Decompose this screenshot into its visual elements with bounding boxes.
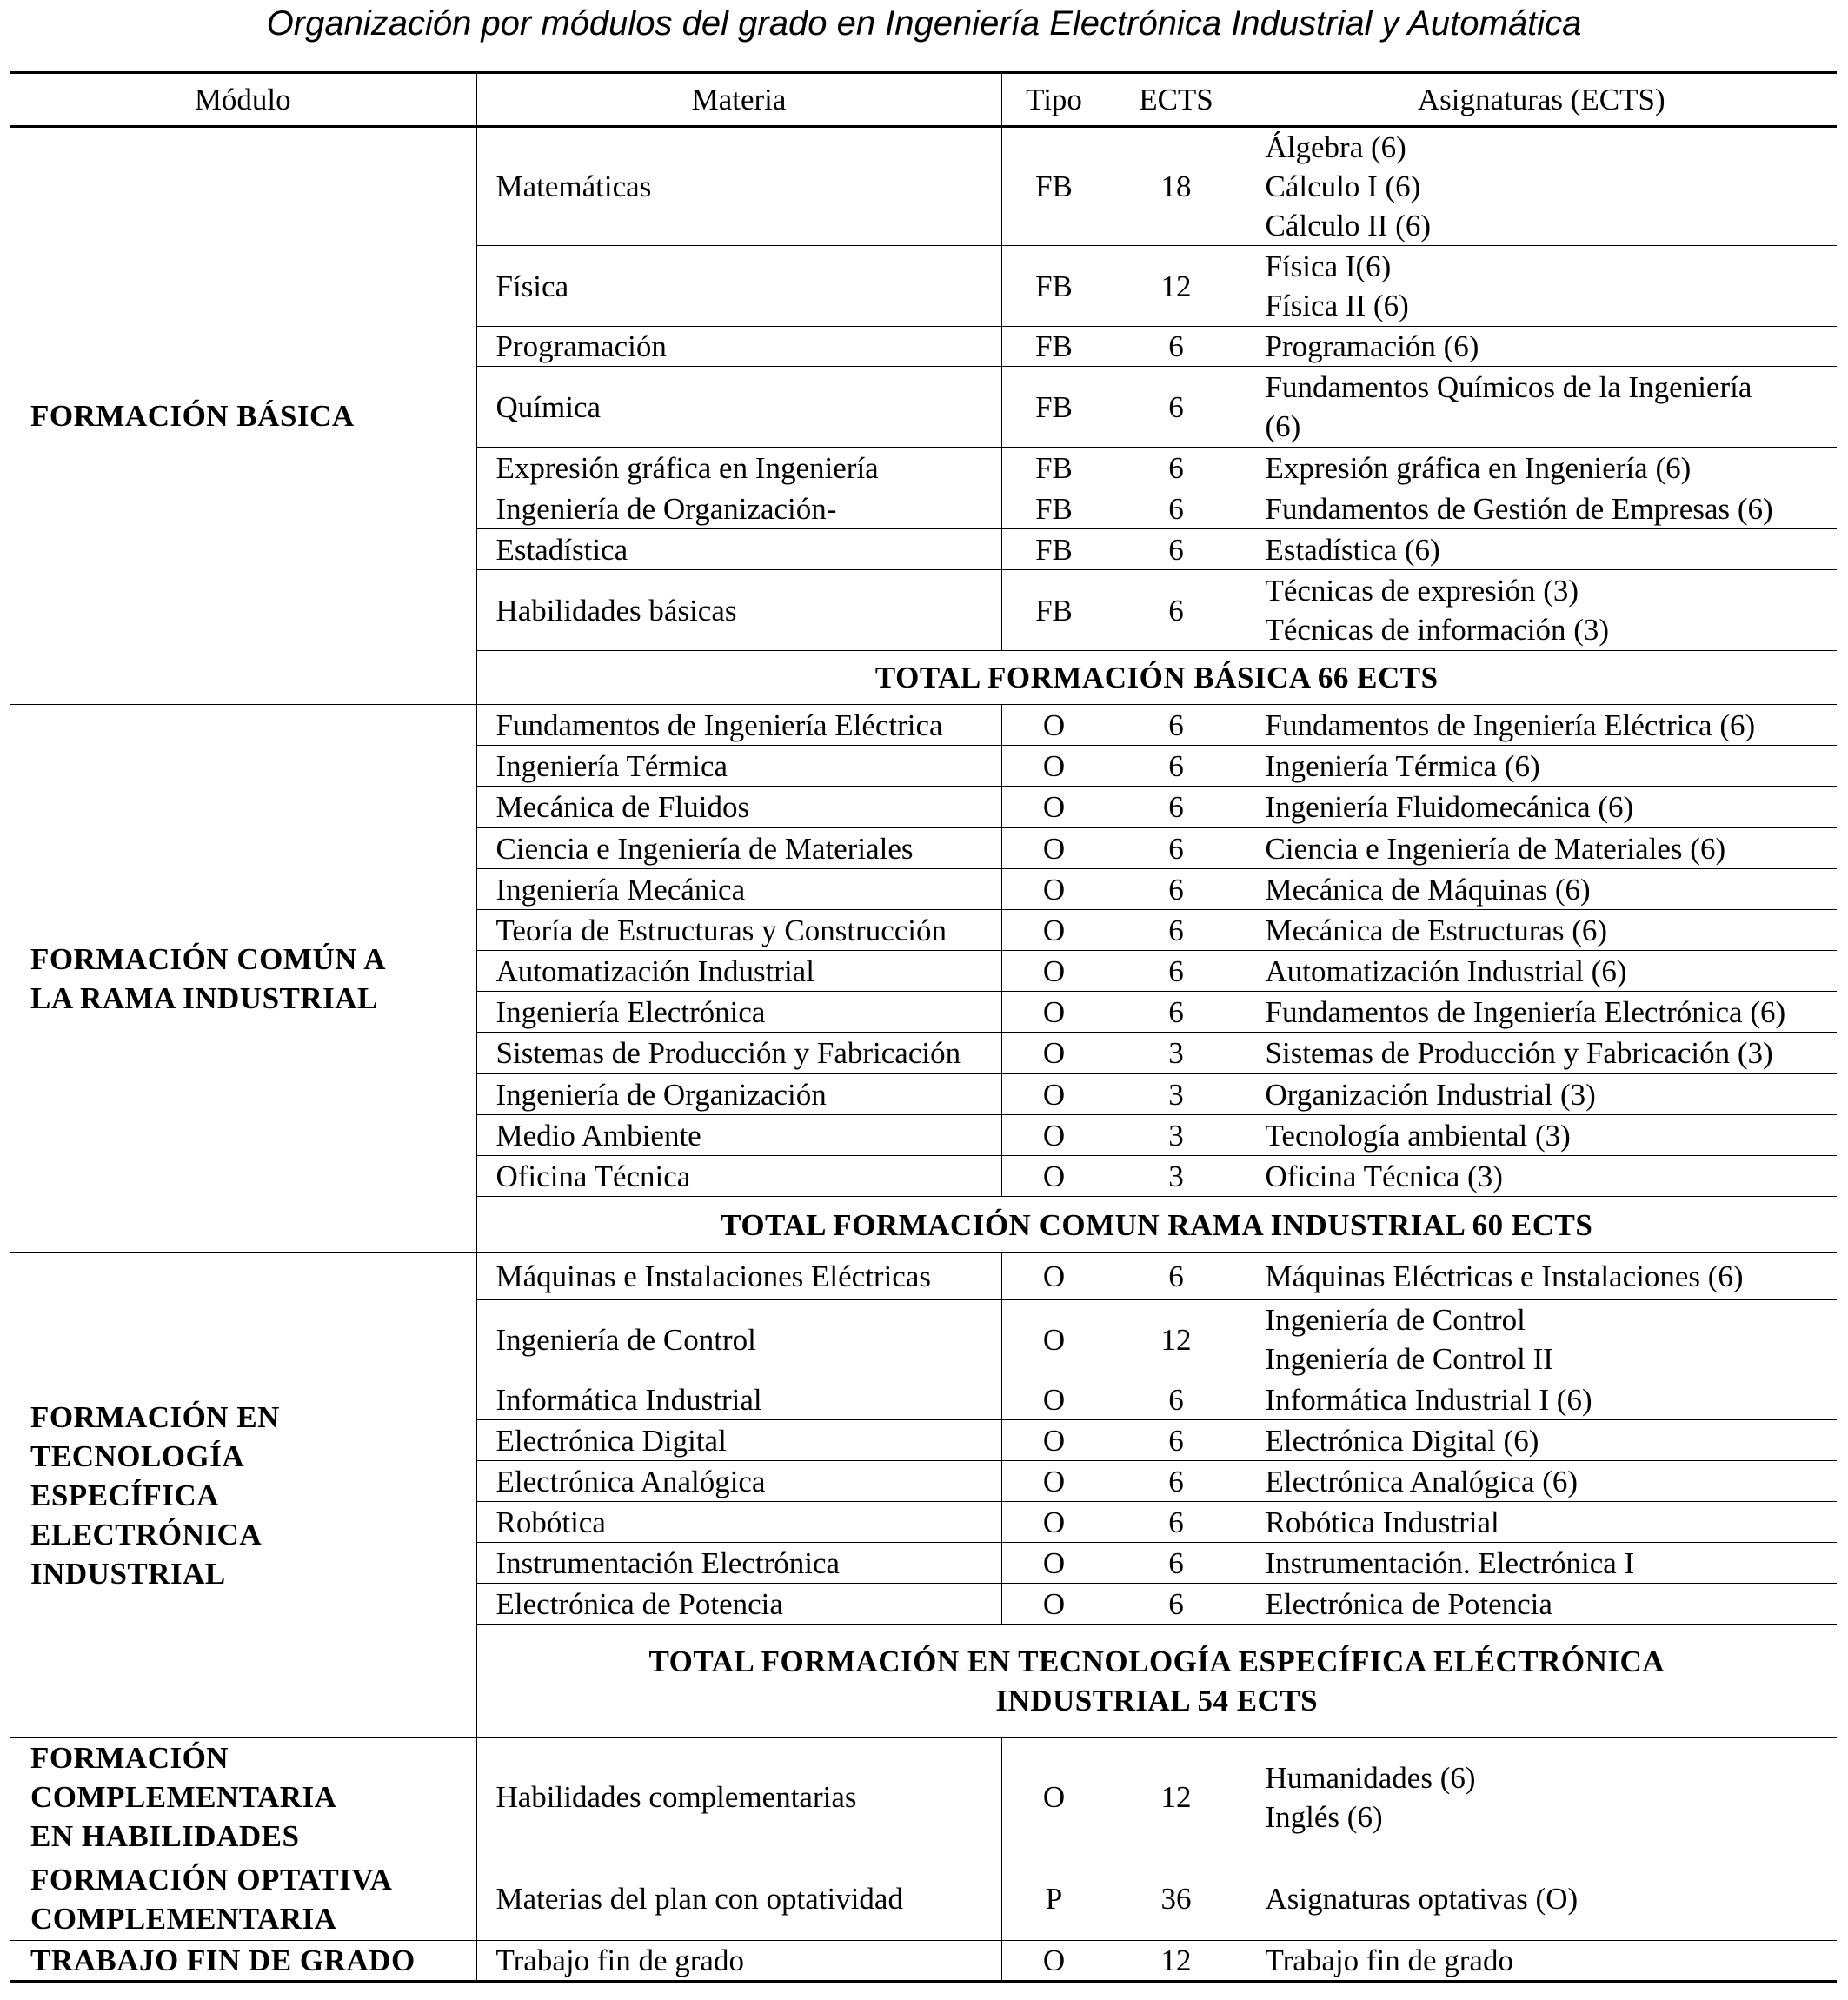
materia-cell: Habilidades complementarias	[476, 1738, 1001, 1857]
asignaturas-cell	[1246, 1074, 1837, 1115]
materia-cell: Electrónica de Potencia	[476, 1584, 1001, 1625]
tipo-cell: O	[1001, 787, 1107, 828]
asignatura-line: Estadística (6)	[1265, 532, 1440, 567]
ects-cell: 6	[1107, 1543, 1246, 1584]
modules-table	[10, 71, 1837, 1983]
materia-cell: Mecánica de Fluidos	[476, 787, 1001, 828]
asignaturas-cell	[1246, 1379, 1837, 1420]
asignatura-line: Informática Industrial I (6)	[1265, 1382, 1592, 1417]
asignaturas-cell	[1246, 570, 1837, 651]
asignaturas-cell	[1246, 1738, 1837, 1857]
tipo-cell: O	[1001, 951, 1107, 992]
header-ects: ECTS	[1107, 73, 1246, 127]
asignatura-line: Tecnología ambiental (3)	[1265, 1118, 1571, 1153]
asignatura-line: Ingeniería de Control	[1265, 1303, 1526, 1337]
ects-cell: 6	[1107, 1420, 1246, 1461]
materia-cell: Ingeniería Mecánica	[476, 869, 1001, 910]
tipo-cell: O	[1001, 869, 1107, 910]
materia-cell: Ingeniería de Control	[476, 1300, 1001, 1379]
ects-cell: 3	[1107, 1074, 1246, 1115]
module-name-line: FORMACIÓN COMÚN A	[30, 942, 387, 976]
module-total	[476, 1197, 1837, 1253]
asignatura-line: Automatización Industrial (6)	[1265, 953, 1627, 988]
ects-cell: 3	[1107, 1033, 1246, 1074]
tipo-cell: FB	[1001, 367, 1107, 448]
document-title: Organización por módulos del grado en Ingeniería Electrónica Industrial y Automática	[266, 4, 1582, 43]
asignatura-line: Cálculo II (6)	[1265, 209, 1431, 243]
table-row	[10, 1738, 1837, 1857]
asignatura-line: Fundamentos de Ingeniería Eléctrica (6)	[1265, 708, 1756, 742]
asignaturas-cell	[1246, 992, 1837, 1033]
module-name-line: ESPECÍFICA	[30, 1478, 219, 1512]
asignaturas-cell	[1246, 869, 1837, 910]
table-row	[10, 705, 1837, 746]
asignatura-line: Fundamentos Químicos de la Ingeniería	[1265, 370, 1752, 404]
tipo-cell: O	[1001, 1420, 1107, 1461]
asignaturas-cell	[1246, 1461, 1837, 1502]
asignaturas-cell	[1246, 1502, 1837, 1543]
asignaturas-cell	[1246, 1543, 1837, 1584]
ects-cell: 3	[1107, 1115, 1246, 1156]
materia-cell: Estadística	[476, 529, 1001, 570]
asignatura-line: Electrónica Digital (6)	[1265, 1423, 1539, 1458]
tipo-cell: O	[1001, 1941, 1107, 1982]
module-cell	[10, 127, 476, 705]
asignatura-line: Mecánica de Máquinas (6)	[1265, 872, 1591, 907]
module-name-line: COMPLEMENTARIA	[30, 1780, 337, 1814]
materia-cell: Habilidades básicas	[476, 570, 1001, 651]
asignaturas-cell	[1246, 448, 1837, 488]
asignaturas-cell	[1246, 488, 1837, 529]
ects-cell: 6	[1107, 367, 1246, 448]
ects-cell: 6	[1107, 1253, 1246, 1300]
asignatura-line: Programación (6)	[1265, 329, 1479, 363]
tipo-cell: FB	[1001, 448, 1107, 488]
asignatura-line: Inglés (6)	[1265, 1799, 1383, 1834]
materia-cell: Oficina Técnica	[476, 1156, 1001, 1197]
ects-cell: 6	[1107, 705, 1246, 746]
ects-cell: 6	[1107, 951, 1246, 992]
module-name-line: INDUSTRIAL	[30, 1556, 226, 1591]
tipo-cell: O	[1001, 1156, 1107, 1197]
table-row	[10, 1857, 1837, 1941]
materia-cell: Ingeniería de Organización	[476, 1074, 1001, 1115]
asignaturas-cell	[1246, 246, 1837, 327]
asignatura-line: Ingeniería Fluidomecánica (6)	[1265, 790, 1634, 824]
tipo-cell: O	[1001, 1253, 1107, 1300]
asignatura-line: Instrumentación. Electrónica I	[1265, 1545, 1635, 1580]
module-cell	[10, 705, 476, 1253]
materia-cell: Sistemas de Producción y Fabricación	[476, 1033, 1001, 1074]
materia-cell: Matemáticas	[476, 127, 1001, 246]
asignatura-line: Organización Industrial (3)	[1265, 1077, 1596, 1112]
materia-cell: Electrónica Digital	[476, 1420, 1001, 1461]
tipo-cell: O	[1001, 1115, 1107, 1156]
module-cell	[10, 1857, 476, 1941]
tipo-cell: O	[1001, 1543, 1107, 1584]
module-total	[476, 651, 1837, 705]
asignaturas-cell	[1246, 1857, 1837, 1941]
module-name-line: ELECTRÓNICA	[30, 1517, 263, 1551]
tipo-cell: FB	[1001, 246, 1107, 327]
asignaturas-cell	[1246, 705, 1837, 746]
ects-cell: 6	[1107, 529, 1246, 570]
asignaturas-cell	[1246, 1300, 1837, 1379]
module-name-line: FORMACIÓN OPTATIVA	[30, 1862, 393, 1897]
materia-cell: Electrónica Analógica	[476, 1461, 1001, 1502]
asignatura-line: Mecánica de Estructuras (6)	[1265, 913, 1608, 947]
module-total	[476, 1625, 1837, 1738]
ects-cell: 6	[1107, 992, 1246, 1033]
ects-cell: 6	[1107, 448, 1246, 488]
tipo-cell: O	[1001, 992, 1107, 1033]
asignaturas-cell	[1246, 1253, 1837, 1300]
ects-cell: 6	[1107, 1502, 1246, 1543]
ects-cell: 6	[1107, 746, 1246, 787]
ects-cell: 12	[1107, 246, 1246, 327]
asignatura-line: Técnicas de información (3)	[1265, 613, 1610, 647]
total-line: TOTAL FORMACIÓN COMUN RAMA INDUSTRIAL 60 ECTS	[721, 1207, 1593, 1242]
asignatura-line: Ciencia e Ingeniería de Materiales (6)	[1265, 831, 1726, 866]
ects-cell: 6	[1107, 488, 1246, 529]
tipo-cell: P	[1001, 1857, 1107, 1941]
asignatura-line: Expresión gráfica en Ingeniería (6)	[1265, 450, 1692, 485]
header-modulo: Módulo	[10, 73, 476, 127]
asignatura-line: Álgebra (6)	[1265, 130, 1406, 164]
asignaturas-cell	[1246, 1941, 1837, 1982]
ects-cell: 12	[1107, 1941, 1246, 1982]
ects-cell: 12	[1107, 1738, 1246, 1857]
asignatura-line: Máquinas Eléctricas e Instalaciones (6)	[1265, 1259, 1744, 1293]
asignatura-line: Sistemas de Producción y Fabricación (3)	[1265, 1036, 1773, 1070]
tipo-cell: FB	[1001, 529, 1107, 570]
materia-cell: Robótica	[476, 1502, 1001, 1543]
total-line: TOTAL FORMACIÓN EN TECNOLOGÍA ESPECÍFICA ELÉCTRÓNICA	[648, 1644, 1665, 1678]
asignatura-line: Ingeniería de Control II	[1265, 1342, 1553, 1376]
asignatura-line: Robótica Industrial	[1265, 1505, 1499, 1539]
materia-cell: Automatización Industrial	[476, 951, 1001, 992]
tipo-cell: FB	[1001, 127, 1107, 246]
table-row	[10, 1253, 1837, 1300]
ects-cell: 6	[1107, 1584, 1246, 1625]
asignaturas-cell	[1246, 1033, 1837, 1074]
asignaturas-cell	[1246, 1420, 1837, 1461]
asignatura-line: Cálculo I (6)	[1265, 169, 1421, 203]
asignatura-line: (6)	[1265, 409, 1301, 443]
tipo-cell: O	[1001, 1033, 1107, 1074]
asignaturas-cell	[1246, 951, 1837, 992]
total-line: INDUSTRIAL 54 ECTS	[995, 1683, 1319, 1718]
ects-cell: 18	[1107, 127, 1246, 246]
materia-cell: Teoría de Estructuras y Construcción	[476, 910, 1001, 951]
materia-cell: Ingeniería Electrónica	[476, 992, 1001, 1033]
table-row	[10, 1941, 1837, 1982]
asignaturas-cell	[1246, 828, 1837, 869]
module-name-line: COMPLEMENTARIA	[30, 1901, 337, 1936]
asignatura-line: Ingeniería Térmica (6)	[1265, 748, 1540, 783]
tipo-cell: FB	[1001, 570, 1107, 651]
module-cell	[10, 1941, 476, 1982]
module-name-line: TECNOLOGÍA	[30, 1439, 245, 1473]
materia-cell: Trabajo fin de grado	[476, 1941, 1001, 1982]
tipo-cell: O	[1001, 1461, 1107, 1502]
materia-cell: Materias del plan con optatividad	[476, 1857, 1001, 1941]
tipo-cell: FB	[1001, 327, 1107, 367]
tipo-cell: O	[1001, 1300, 1107, 1379]
tipo-cell: O	[1001, 705, 1107, 746]
asignaturas-cell	[1246, 327, 1837, 367]
asignaturas-cell	[1246, 746, 1837, 787]
module-name-line: FORMACIÓN BÁSICA	[30, 399, 355, 433]
asignaturas-cell	[1246, 910, 1837, 951]
ects-cell: 6	[1107, 787, 1246, 828]
asignaturas-cell	[1246, 1115, 1837, 1156]
asignaturas-cell	[1246, 787, 1837, 828]
materia-cell: Ciencia e Ingeniería de Materiales	[476, 828, 1001, 869]
header-asignaturas: Asignaturas (ECTS)	[1246, 73, 1837, 127]
asignatura-line: Electrónica de Potencia	[1265, 1586, 1552, 1621]
module-name-line: LA RAMA INDUSTRIAL	[30, 981, 378, 1015]
ects-cell: 6	[1107, 1461, 1246, 1502]
ects-cell: 6	[1107, 570, 1246, 651]
module-name-line: EN HABILIDADES	[30, 1819, 300, 1853]
materia-cell: Expresión gráfica en Ingeniería	[476, 448, 1001, 488]
materia-cell: Fundamentos de Ingeniería Eléctrica	[476, 705, 1001, 746]
ects-cell: 6	[1107, 1379, 1246, 1420]
tipo-cell: O	[1001, 1584, 1107, 1625]
tipo-cell: O	[1001, 1738, 1107, 1857]
asignatura-line: Humanidades (6)	[1265, 1760, 1476, 1795]
module-name-line: TRABAJO FIN DE GRADO	[30, 1944, 415, 1977]
asignaturas-cell	[1246, 529, 1837, 570]
header-row	[10, 73, 1837, 127]
tipo-cell: O	[1001, 828, 1107, 869]
materia-cell: Programación	[476, 327, 1001, 367]
tipo-cell: FB	[1001, 488, 1107, 529]
materia-cell: Ingeniería Térmica	[476, 746, 1001, 787]
asignatura-line: Electrónica Analógica (6)	[1265, 1464, 1579, 1498]
materia-cell: Máquinas e Instalaciones Eléctricas	[476, 1253, 1001, 1300]
tipo-cell: O	[1001, 1074, 1107, 1115]
asignaturas-cell	[1246, 1156, 1837, 1197]
module-name-line: FORMACIÓN EN	[30, 1399, 280, 1434]
ects-cell: 6	[1107, 869, 1246, 910]
asignatura-line: Técnicas de expresión (3)	[1265, 574, 1579, 608]
materia-cell: Física	[476, 246, 1001, 327]
tipo-cell: O	[1001, 746, 1107, 787]
module-name-line: FORMACIÓN	[30, 1741, 229, 1775]
asignaturas-cell	[1246, 1584, 1837, 1625]
materia-cell: Ingeniería de Organización-	[476, 488, 1001, 529]
table-row	[10, 127, 1837, 246]
tipo-cell: O	[1001, 1502, 1107, 1543]
asignatura-line: Asignaturas optativas (O)	[1265, 1882, 1579, 1916]
module-cell	[10, 1738, 476, 1857]
asignaturas-cell	[1246, 127, 1837, 246]
asignatura-line: Física II (6)	[1265, 289, 1409, 322]
asignatura-line: Fundamentos de Gestión de Empresas (6)	[1265, 491, 1773, 526]
asignatura-line: Fundamentos de Ingeniería Electrónica (6)	[1265, 994, 1786, 1029]
ects-cell: 6	[1107, 327, 1246, 367]
asignaturas-cell	[1246, 367, 1837, 448]
tipo-cell: O	[1001, 1379, 1107, 1420]
ects-cell: 36	[1107, 1857, 1246, 1941]
module-cell	[10, 1253, 476, 1738]
asignatura-line: Trabajo fin de grado	[1265, 1944, 1513, 1977]
ects-cell: 12	[1107, 1300, 1246, 1379]
ects-cell: 3	[1107, 1156, 1246, 1197]
ects-cell: 6	[1107, 828, 1246, 869]
header-materia: Materia	[476, 73, 1001, 127]
asignatura-line: Oficina Técnica (3)	[1265, 1159, 1503, 1193]
asignatura-line: Física I(6)	[1265, 249, 1392, 283]
materia-cell: Instrumentación Electrónica	[476, 1543, 1001, 1584]
header-tipo: Tipo	[1001, 73, 1107, 127]
tipo-cell: O	[1001, 910, 1107, 951]
modules-table-body	[10, 73, 1837, 1982]
total-line: TOTAL FORMACIÓN BÁSICA 66 ECTS	[874, 661, 1439, 694]
materia-cell: Informática Industrial	[476, 1379, 1001, 1420]
ects-cell: 6	[1107, 910, 1246, 951]
materia-cell: Medio Ambiente	[476, 1115, 1001, 1156]
materia-cell: Química	[476, 367, 1001, 448]
